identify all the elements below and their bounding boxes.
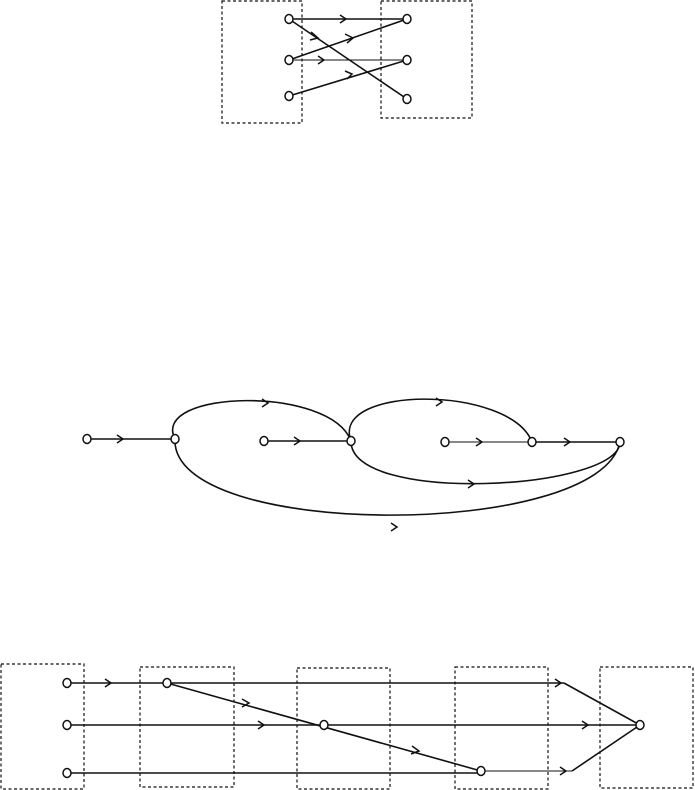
group-box-5 [600, 667, 693, 788]
node [63, 679, 71, 688]
node [285, 15, 293, 24]
edge [351, 441, 620, 484]
edge [572, 725, 640, 771]
node [320, 721, 328, 730]
node [285, 56, 293, 65]
arrow-head [391, 523, 397, 531]
node [63, 721, 71, 730]
node [528, 438, 536, 447]
looped-chain-diagram [83, 398, 624, 531]
node [63, 769, 71, 778]
node [171, 435, 179, 444]
node [347, 437, 355, 446]
node [403, 15, 411, 24]
node [403, 56, 411, 65]
node [163, 679, 171, 688]
node [477, 767, 485, 776]
arrow-head [262, 399, 268, 407]
node [636, 721, 644, 730]
group-box-2 [140, 667, 234, 787]
edge [564, 683, 640, 725]
node [83, 435, 91, 444]
edge [289, 19, 407, 99]
node [441, 438, 449, 447]
node [616, 438, 624, 447]
node [403, 95, 411, 104]
group-box-3 [297, 668, 390, 789]
edge [349, 399, 532, 442]
node [260, 437, 268, 446]
node [285, 92, 293, 101]
edge-arrows [105, 679, 588, 775]
layered-diagram [1, 664, 693, 789]
bipartite-diagram [222, 1, 472, 123]
edge [289, 19, 407, 60]
